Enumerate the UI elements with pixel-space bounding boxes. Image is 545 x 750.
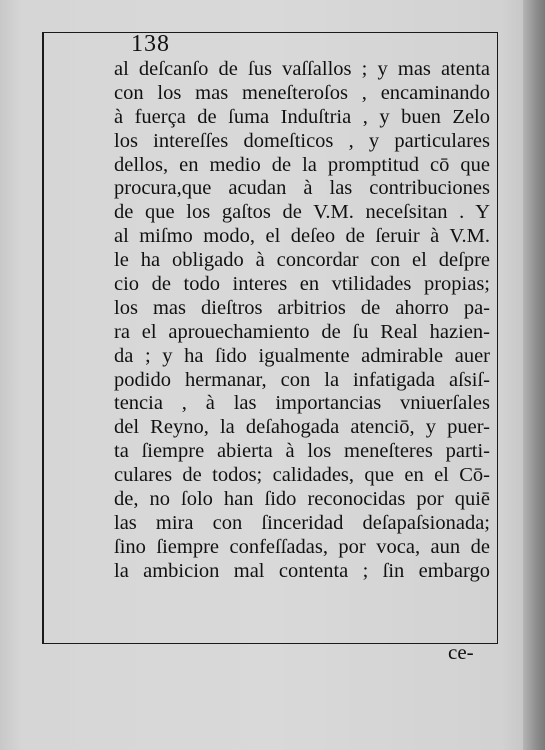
catchword: ce- <box>448 640 474 664</box>
page-number: 138 <box>131 31 170 57</box>
text-line: ſino ſiempre confeſſadas, por voca, aun de <box>114 535 490 558</box>
text-line: del Reyno, la deſahogada atenciō, y puer- <box>114 416 490 439</box>
text-line: con los mas meneſteroſos , encaminando <box>114 81 490 104</box>
text-line: procura,que acudan à las contribuciones <box>114 177 490 200</box>
text-line: cio de todo interes en vtilidades propias; <box>114 273 490 296</box>
text-line: las mira con ſinceridad deſapaſsionada; <box>114 511 490 534</box>
text-line: tencia , à las importancias vniuerſales <box>114 392 490 415</box>
text-line: los intereſſes domeſticos , y particulares <box>114 129 490 152</box>
text-line: de, no ſolo han ſido reconocidas por quiē <box>114 488 490 511</box>
text-line: da ; y ha ſido igualmente admirable auer <box>114 344 490 367</box>
text-line: al miſmo modo, el deſeo de ſeruir à V.M. <box>114 225 490 248</box>
text-line: ra el aprouechamiento de ſu Real hazien- <box>114 320 490 343</box>
text-line: de que los gaſtos de V.M. neceſsitan . Y <box>114 201 490 224</box>
body-text <box>114 58 490 584</box>
text-line: la ambicion mal contenta ; ſin embargo <box>114 559 490 582</box>
text-line: culares de todos; calidades, que en el Cō- <box>114 464 490 487</box>
text-line: ta ſiempre abierta à los meneſteres parti- <box>114 440 490 463</box>
text-line: al deſcanſo de ſus vaſſallos ; y mas atenta <box>114 58 490 80</box>
text-line: los mas dieſtros arbitrios de ahorro pa- <box>114 296 490 319</box>
text-line: podido hermanar, con la infatigada aſsiſ- <box>114 368 490 391</box>
text-line: dellos, en medio de la promptitud cō que <box>114 153 490 176</box>
text-line: le ha obligado à concordar con el deſpre <box>114 249 490 272</box>
text-line: à fuerça de ſuma Induſtria , y buen Zelo <box>114 105 490 128</box>
page-gutter-shadow <box>523 0 545 750</box>
